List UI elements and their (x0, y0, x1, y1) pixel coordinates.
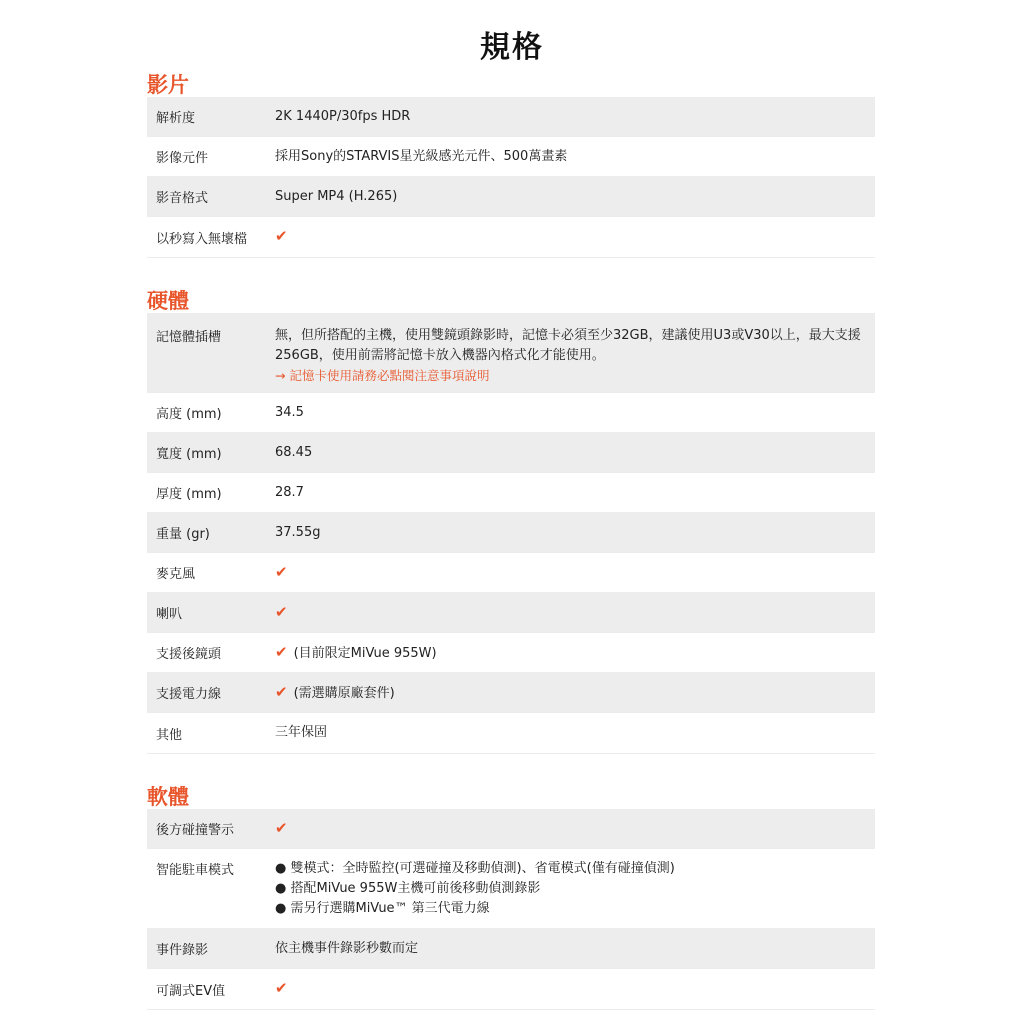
check-icon: ✔ (275, 227, 288, 245)
spec-row (147, 313, 875, 393)
spec-label: 影像元件 (156, 151, 209, 166)
bullet-item: ● 搭配MiVue 955W主機可前後移動偵測錄影 (275, 881, 541, 896)
spec-row (147, 553, 875, 593)
spec-label: 事件錄影 (156, 943, 209, 958)
check-icon: ✔ (275, 562, 288, 581)
check-icon: ✔ (275, 818, 288, 837)
spec-row (147, 633, 875, 673)
spec-table-software (147, 809, 875, 1010)
spec-value: 採用Sony的STARVIS星光級感光元件、500萬畫素 (275, 148, 568, 164)
spec-table-hardware (147, 313, 875, 754)
spec-row (147, 593, 875, 633)
spec-label: 麥克風 (156, 567, 196, 582)
spec-value: 37.55g (275, 524, 321, 540)
spec-label: 智能駐車模式 (156, 863, 235, 878)
spec-row (147, 393, 875, 433)
spec-label: 支援電力線 (156, 687, 222, 702)
spec-row (147, 433, 875, 473)
spec-label: 厚度 (mm) (156, 487, 222, 502)
bullet-item: ● 需另行選購MiVue™ 第三代電力線 (275, 901, 490, 916)
spec-value: 28.7 (275, 484, 304, 500)
spec-label: 解析度 (156, 111, 196, 126)
spec-value: 無，但所搭配的主機，使用雙鏡頭錄影時，記憶卡必須至少32GB，建議使用U3或V30以上，最大支援256GB，使用前需將記憶卡放入機器內格式化才能使用。 (275, 328, 861, 363)
spec-value: (需選購原廠套件) (293, 685, 395, 701)
spec-label: 可調式EV值 (156, 983, 226, 999)
spec-label: 以秒寫入無壞檔 (156, 231, 248, 247)
spec-row (147, 513, 875, 553)
check-icon: ✔ (275, 979, 288, 997)
spec-value: (目前限定MiVue 955W) (293, 645, 437, 661)
page-title: 規格 (480, 30, 544, 65)
spec-row (147, 809, 875, 849)
spec-value: 34.5 (275, 404, 304, 420)
spec-label: 寬度 (mm) (156, 447, 222, 462)
spec-row (147, 473, 875, 513)
spec-value: 三年保固 (275, 725, 328, 740)
spec-value: 依主機事件錄影秒數而定 (275, 940, 419, 956)
check-icon: ✔ (275, 602, 288, 621)
spec-row (147, 97, 875, 137)
spec-label: 影音格式 (156, 191, 209, 206)
spec-label: 後方碰撞警示 (156, 823, 235, 838)
section-title-hardware: 硬體 (147, 289, 189, 313)
spec-value: 68.45 (275, 444, 313, 460)
bullet-item: ● 雙模式：全時監控(可選碰撞及移動偵測)、省電模式(僅有碰撞偵測) (275, 861, 675, 876)
spec-label: 其他 (156, 727, 183, 743)
spec-row (147, 217, 875, 258)
spec-label: 重量 (gr) (156, 527, 210, 542)
spec-label: 支援後鏡頭 (156, 647, 222, 662)
memory-card-notice-link[interactable]: → 記憶卡使用請務必點閱注意事項說明 (275, 368, 490, 383)
spec-label: 喇叭 (156, 607, 183, 622)
spec-label: 記憶體插槽 (156, 330, 222, 345)
spec-row (147, 137, 875, 177)
spec-row (147, 673, 875, 713)
spec-row (147, 177, 875, 217)
check-icon: ✔ (275, 682, 288, 701)
spec-row (147, 713, 875, 754)
spec-label: 高度 (mm) (156, 407, 222, 422)
check-icon: ✔ (275, 642, 288, 661)
section-title-software: 軟體 (147, 785, 189, 809)
spec-row (147, 929, 875, 969)
spec-value: Super MP4 (H.265) (275, 188, 398, 204)
spec-row (147, 849, 875, 929)
spec-row (147, 969, 875, 1010)
spec-table-video (147, 97, 875, 258)
section-title-video: 影片 (147, 73, 189, 97)
spec-value: 2K 1440P/30fps HDR (275, 108, 411, 124)
